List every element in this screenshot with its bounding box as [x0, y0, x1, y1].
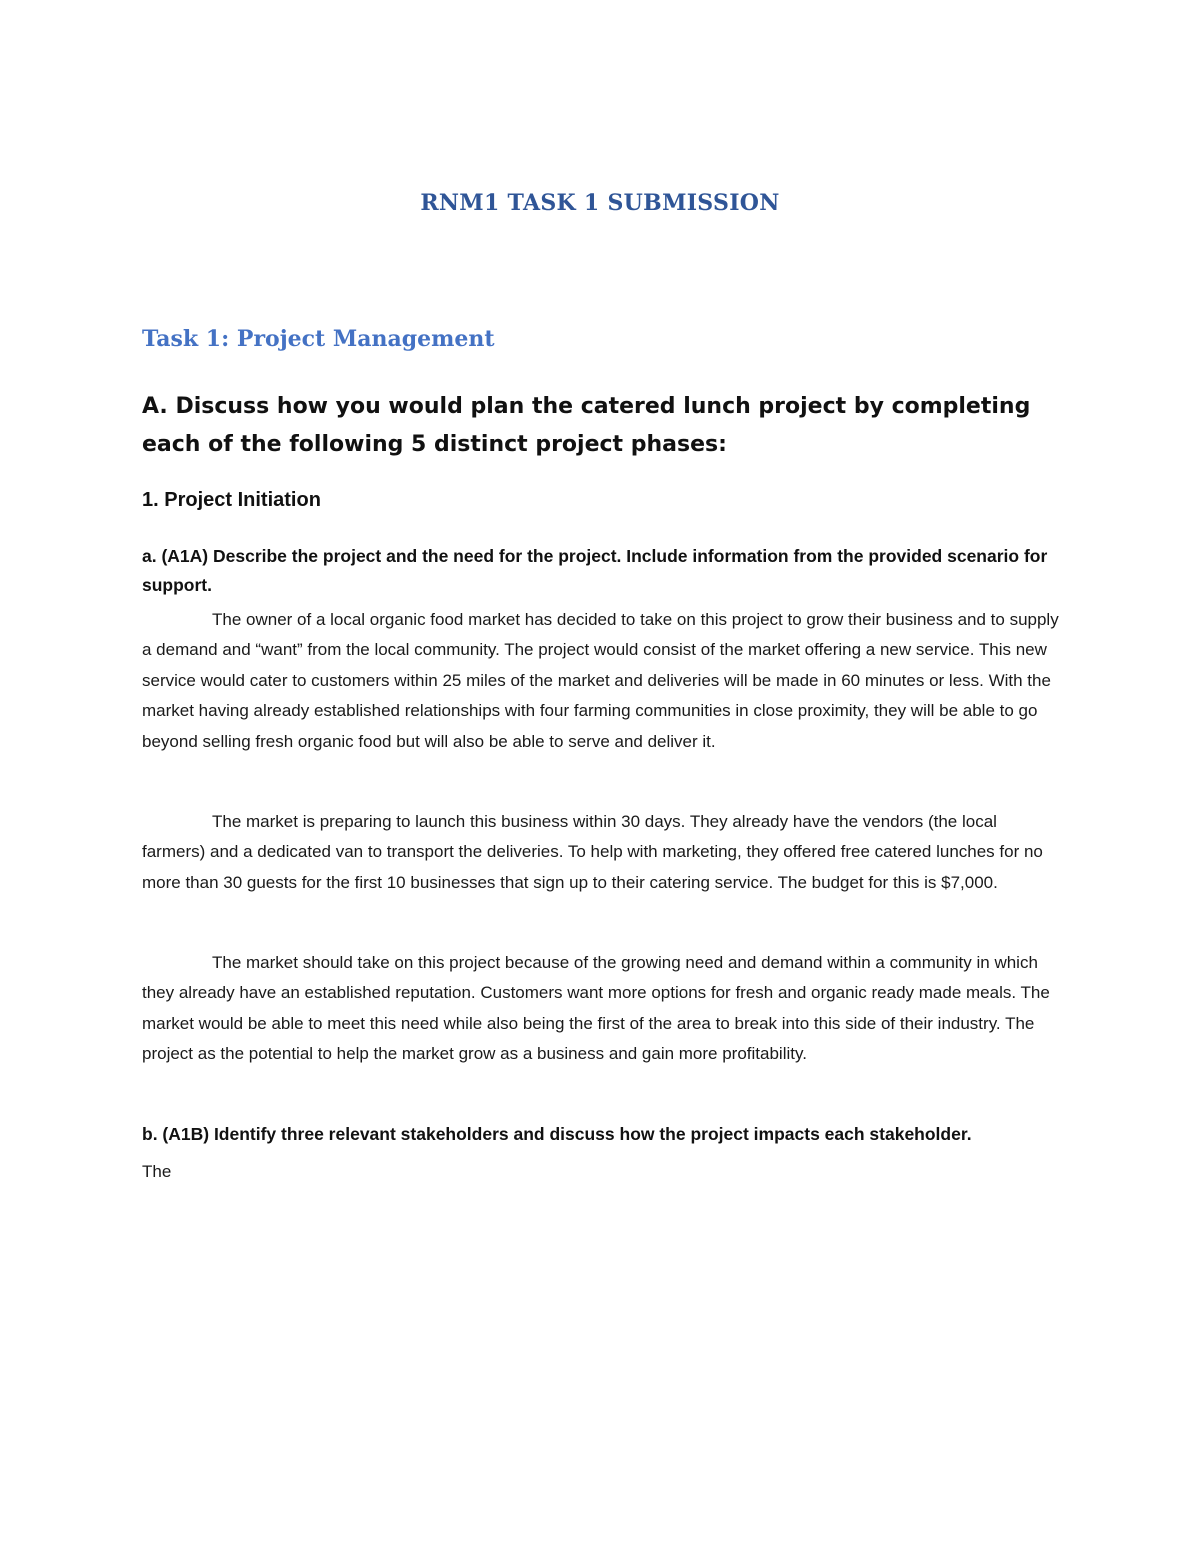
answer-paragraph: The market should take on this project because of the growing need and demand within a community in which they already have an established reputation. Customers want more options for fresh and organic ready made meals. The market would be able to meet this need while also being the first of the area to break into this side of their industry. The project as the potential to help the market grow as a business and gain more profitability. [142, 953, 1050, 1064]
document-title: RNM1 TASK 1 SUBMISSION [420, 190, 780, 216]
phase-heading: 1. Project Initiation [142, 489, 321, 511]
question-a1a: a. (A1A) Describe the project and the need for the project. Include information from the provided scenario for support. [142, 546, 1048, 595]
task-heading: Task 1: Project Management [142, 326, 495, 352]
answer-paragraph: The market is preparing to launch this business within 30 days. They already have the vendors (the local farmers) and a dedicated van to transport the deliveries. To help with marketing, they offered free catered lunches for no more than 30 guests for the first 10 businesses that sign up to their catering service. The budget for this is $7,000. [142, 812, 1043, 892]
answer-paragraph: The owner of a local organic food market has decided to take on this project to grow their business and to supply a demand and “want” from the local community. The project would consist of the market offering a new service. This new service would cater to customers within 25 miles of the market and deliveries will be made in 60 minutes or less. With the market having already established relationships with four farming communities in close proximity, they will be able to go beyond selling fresh organic food but will also be able to serve and deliver it. [142, 610, 1059, 751]
question-a1b: b. (A1B) Identify three relevant stakeholders and discuss how the project impacts each stakeholder. [142, 1124, 972, 1144]
section-a-heading: A. Discuss how you would plan the catered lunch project by completing each of the following 5 distinct project phases: [142, 394, 1031, 457]
answer-a1b: The [142, 1162, 172, 1181]
